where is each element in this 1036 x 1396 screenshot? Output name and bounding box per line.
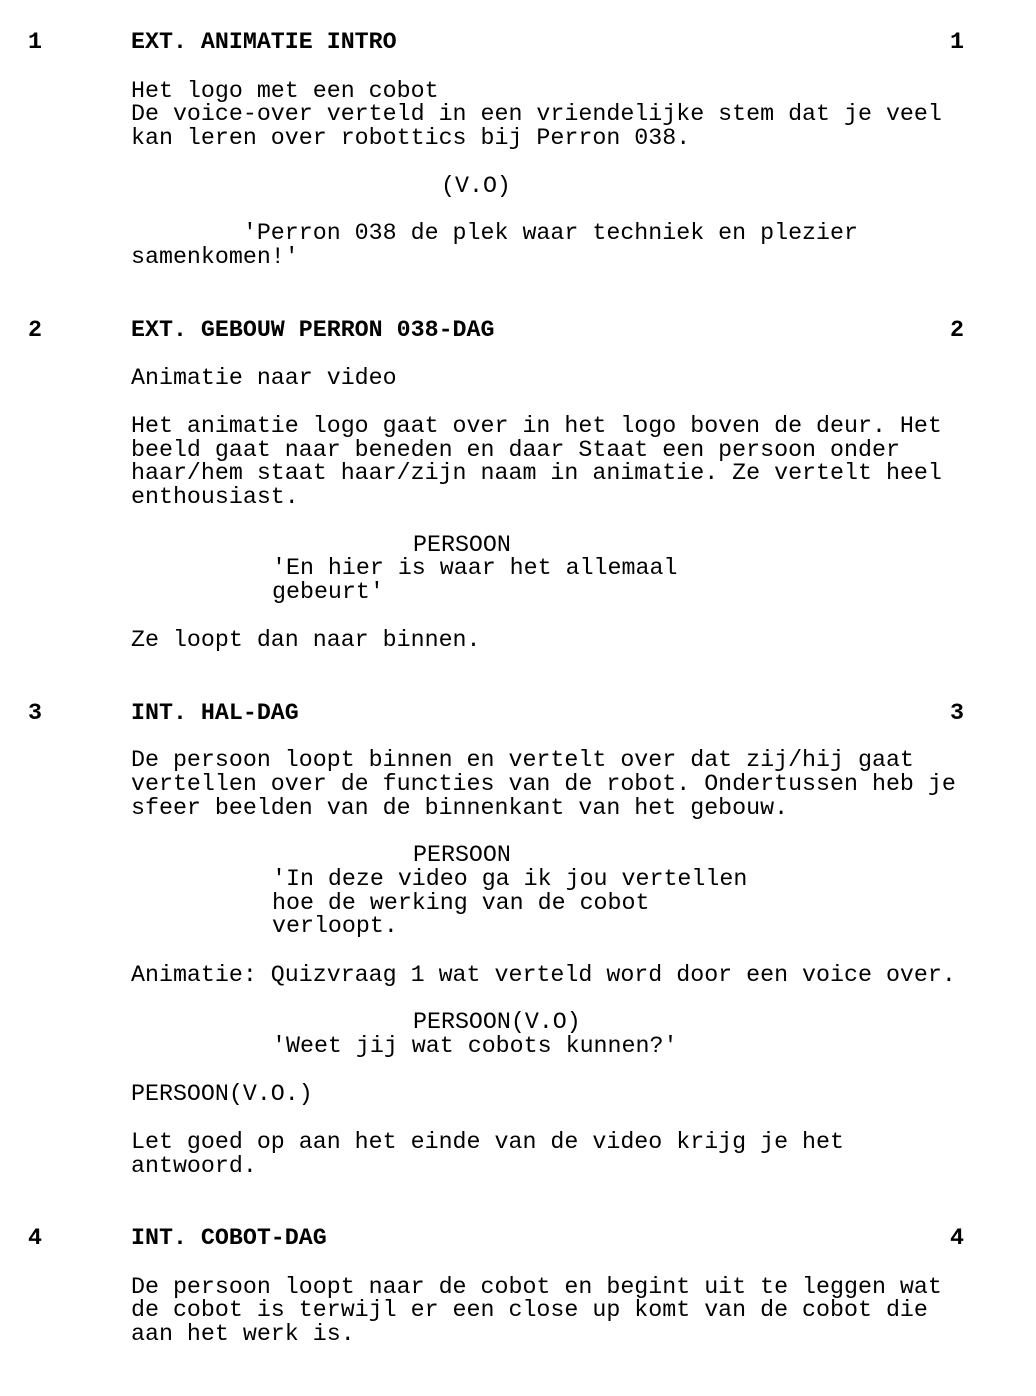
dialogue-line: hoe de werking van de cobot — [272, 890, 650, 916]
action-line: De persoon loopt binnen en vertelt over dat zij/hij gaat — [131, 747, 914, 773]
action-line: vertellen over de functies van de robot. Ondertussen heb je — [131, 771, 956, 797]
scene-heading: EXT. ANIMATIE INTRO — [131, 29, 397, 55]
action-line: Ze loopt dan naar binnen. — [131, 627, 481, 653]
action-line: de cobot is terwijl er een close up komt van de cobot die — [131, 1297, 928, 1323]
action-line: PERSOON(V.O.) — [131, 1081, 313, 1107]
action-line: Het logo met een cobot — [131, 78, 439, 104]
scene-number-right: 3 — [950, 700, 964, 726]
action-line: haar/hem staat haar/zijn naam in animatie. Ze vertelt heel — [131, 460, 942, 486]
character-name: PERSOON(V.O) — [413, 1009, 581, 1035]
parenthetical: (V.O) — [441, 173, 511, 199]
scene-number-right: 1 — [950, 29, 964, 55]
dialogue-line: 'Perron 038 de plek waar techniek en plezier — [131, 220, 858, 246]
dialogue-line: 'En hier is waar het allemaal — [272, 555, 678, 581]
action-line: kan leren over robottics bij Perron 038. — [131, 125, 691, 151]
dialogue-line: verloopt. — [272, 913, 398, 939]
action-line: sfeer beelden van de binnenkant van het gebouw. — [131, 795, 789, 821]
action-line: Het animatie logo gaat over in het logo boven de deur. Het — [131, 413, 942, 439]
scene-number-right: 4 — [950, 1225, 964, 1251]
dialogue-line: samenkomen!' — [131, 244, 299, 270]
dialogue-line: 'Weet jij wat cobots kunnen?' — [272, 1033, 678, 1059]
action-line: Animatie: Quizvraag 1 wat verteld word door een voice over. — [131, 962, 956, 988]
action-line: De voice-over verteld in een vriendelijke stem dat je veel — [131, 101, 942, 127]
scene-heading: INT. COBOT-DAG — [131, 1225, 327, 1251]
dialogue-line: gebeurt' — [272, 579, 384, 605]
action-line: beeld gaat naar beneden en daar Staat een persoon onder — [131, 437, 900, 463]
character-name: PERSOON — [413, 842, 511, 868]
action-line: Animatie naar video — [131, 365, 397, 391]
action-line: antwoord. — [131, 1153, 257, 1179]
action-line: enthousiast. — [131, 484, 299, 510]
action-line: Let goed op aan het einde van de video krijg je het — [131, 1129, 845, 1155]
scene-heading: INT. HAL-DAG — [131, 700, 299, 726]
action-line: De persoon loopt naar de cobot en begint uit te leggen wat — [131, 1274, 942, 1300]
character-name: PERSOON — [413, 532, 511, 558]
scene-number-left: 1 — [28, 29, 42, 55]
scene-number-left: 3 — [28, 700, 42, 726]
dialogue-line: 'In deze video ga ik jou vertellen — [272, 866, 748, 892]
scene-number-right: 2 — [950, 317, 964, 343]
action-line: aan het werk is. — [131, 1321, 355, 1347]
scene-heading: EXT. GEBOUW PERRON 038-DAG — [131, 317, 495, 343]
scene-number-left: 2 — [28, 317, 42, 343]
scene-number-left: 4 — [28, 1225, 42, 1251]
